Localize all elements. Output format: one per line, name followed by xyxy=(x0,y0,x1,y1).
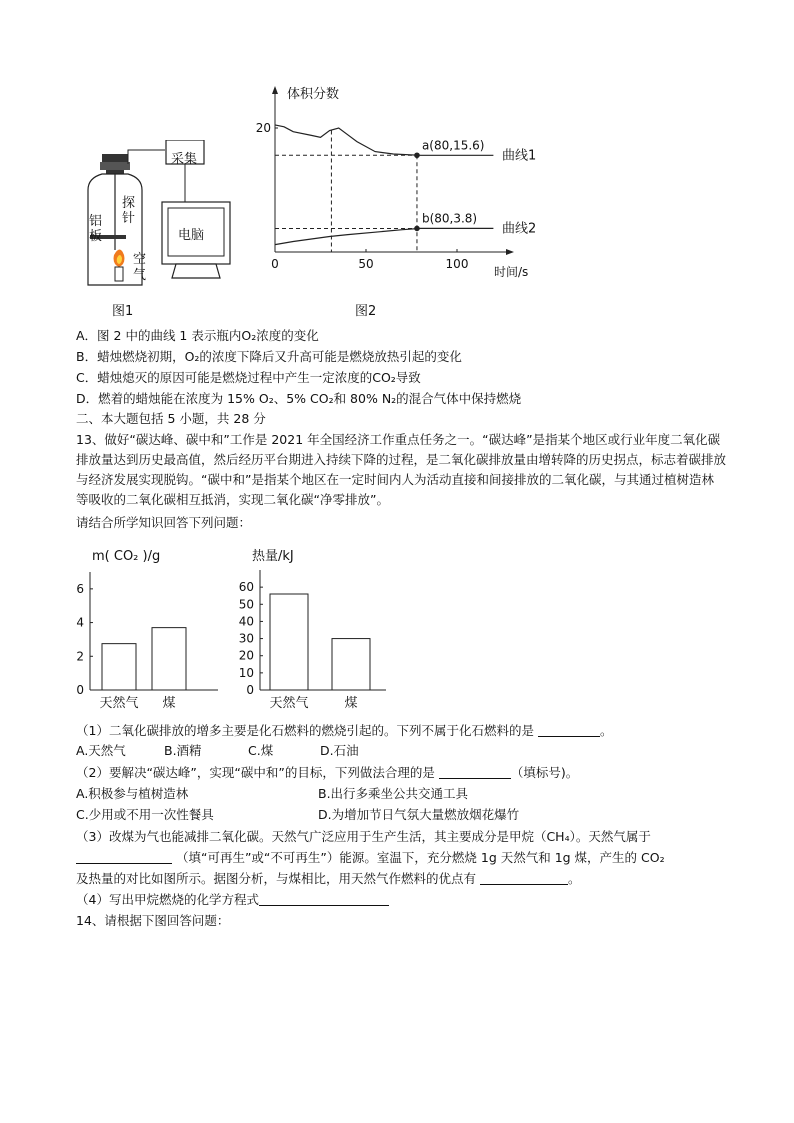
heat-category-label: 煤 xyxy=(344,696,358,711)
x-axis-arrow xyxy=(506,249,514,255)
q13-sub2-answer-blank[interactable] xyxy=(439,764,511,779)
co2-y-tick-label: 2 xyxy=(76,649,84,664)
q13-sub3-line2-text: （填“可再生”或“不可再生”）能源。室温下，充分燃烧 1g 天然气和 1g 煤，产生的 CO₂ xyxy=(175,850,665,865)
q13-sub3-line1: （3）改煤为气也能减排二氧化碳。天然气广泛应用于生产生活，其主要成分是甲烷（CH₄）。天然气属于 xyxy=(76,829,651,844)
co2-y-label: m( CO₂ )/g xyxy=(92,549,161,564)
y-axis-arrow xyxy=(272,86,278,94)
figure-1-caption: 图1 xyxy=(112,304,134,319)
q13-sub3-end: 。 xyxy=(568,871,581,886)
point-annotation-b: b(80,3.8) xyxy=(421,211,478,226)
q13-sub1-text: （1）二氧化碳排放的增多主要是化石燃料的燃烧引起的。下列不属于化石燃料的是 xyxy=(76,723,534,738)
q13-sub1-option-c: C.煤 xyxy=(248,743,274,758)
heat-y-label: 热量/kJ xyxy=(252,549,294,564)
co2-y-tick-label: 0 xyxy=(76,683,84,697)
air-label-2: 气 xyxy=(133,268,147,283)
heat-bar-chart xyxy=(230,542,400,712)
q13-sub3-line2 xyxy=(76,849,665,867)
q13-intro: 13、做好“碳达峰、碳中和”工作是 2021 年全国经济工作重点任务之一。“碳达峰”是指某个地区或行业年度二氧化碳排放量达到历史最高值，然后经历平台期进入持续下降的过程，是二氧化碳排放量由增转降的历史拐点，标志着碳排放与经济发展实现脱钩。“碳中和”是指某个地区在一定时间内人为活动直接和间接排放的二氧化碳，与其通过植树造林等吸收的二氧化碳相互抵消，实现二氧化碳“净零排放”。 xyxy=(76,432,727,507)
y-axis-label: 体积分数 xyxy=(287,87,340,102)
heat-y-tick-label: 0 xyxy=(246,683,254,697)
q13-sub1-end: 。 xyxy=(599,723,613,738)
annotated-point xyxy=(414,226,420,232)
plate-label: 铝板 xyxy=(89,214,103,244)
q13-sub4-text: （4）写出甲烷燃烧的化学方程式 xyxy=(76,892,259,907)
heat-bar xyxy=(270,594,308,690)
heat-y-tick-label: 20 xyxy=(238,648,254,663)
q13-sub3-line3 xyxy=(76,870,581,888)
series-label-2: 曲线2 xyxy=(502,221,537,237)
y-tick-label: 20 xyxy=(255,121,271,135)
co2-y-tick-label: 4 xyxy=(76,615,84,630)
point-annotation-a: a(80,15.6) xyxy=(421,138,485,153)
q13-instruction: 请结合所学知识回答下列问题： xyxy=(76,515,252,530)
q13-sub3-answer-blank-1[interactable] xyxy=(76,849,172,864)
heat-category-label: 天然气 xyxy=(269,696,309,711)
annotated-point xyxy=(414,152,420,158)
co2-bar xyxy=(152,628,186,690)
q13-sub2-end: （填标号)。 xyxy=(510,765,579,780)
heat-y-tick-label: 30 xyxy=(238,631,254,646)
q13-sub4 xyxy=(76,891,389,909)
x-tick-label: 50 xyxy=(358,257,374,271)
figure-2-chart xyxy=(250,80,550,290)
q13-sub2-option-b: B.出行多乘坐公共交通工具 xyxy=(318,786,469,801)
q12-option-c: C．蜡烛熄灭的原因可能是燃烧过程中产生一定浓度的CO₂导致 xyxy=(76,370,421,385)
q13-sub1-option-d: D.石油 xyxy=(320,743,359,758)
heat-y-tick-label: 40 xyxy=(238,614,254,629)
collector-label: 采集 xyxy=(171,152,198,167)
series-line-2 xyxy=(275,228,493,244)
section-2-heading: 二、本大题包括 5 小题，共 28 分 xyxy=(76,411,266,426)
computer-label: 电脑 xyxy=(178,228,205,243)
q13-sub1-option-a: A.天然气 xyxy=(76,743,126,758)
q13-sub2-text: （2）要解决“碳达峰”，实现“碳中和”的目标，下列做法合理的是 xyxy=(76,765,435,780)
x-tick-label: 100 xyxy=(445,257,469,271)
heat-y-tick-label: 50 xyxy=(238,597,254,612)
q13-sub4-answer-blank[interactable] xyxy=(259,891,389,906)
figure-2-caption: 图2 xyxy=(355,304,377,319)
q13-sub2 xyxy=(76,764,578,782)
probe-label: 探针 xyxy=(122,196,136,226)
x-tick-label: 0 xyxy=(271,257,279,271)
heat-y-tick-label: 60 xyxy=(238,580,254,595)
q13-sub1-answer-blank[interactable] xyxy=(538,722,600,737)
air-label-1: 空 xyxy=(133,252,147,267)
co2-bar-chart xyxy=(70,542,230,712)
q13-sub1-options xyxy=(76,742,359,760)
heat-y-tick-label: 10 xyxy=(238,665,254,680)
q12-option-a: A．图 2 中的曲线 1 表示瓶内O₂浓度的变化 xyxy=(76,328,319,343)
q12-option-b: B．蜡烛燃烧初期，O₂的浓度下降后又升高可能是燃烧放热引起的变化 xyxy=(76,349,462,364)
q12-option-d: D．燃着的蜡烛能在浓度为 15% O₂、5% CO₂和 80% N₂的混合气体中保持燃烧 xyxy=(76,391,522,406)
heat-bar xyxy=(332,639,370,690)
co2-bar xyxy=(102,644,136,690)
q13-sub3-answer-blank-2[interactable] xyxy=(480,870,568,885)
q13-sub1 xyxy=(76,722,612,740)
q14-heading: 14、请根据下图回答问题： xyxy=(76,913,230,928)
co2-category-label: 天然气 xyxy=(99,696,139,711)
series-label-1: 曲线1 xyxy=(502,148,537,164)
x-axis-label: 时间/s xyxy=(494,265,529,279)
co2-category-label: 煤 xyxy=(162,696,176,711)
q13-sub2-option-d: D.为增加节日气氛大量燃放烟花爆竹 xyxy=(318,807,520,822)
q13-sub2-option-a: A.积极参与植树造林 xyxy=(76,786,189,801)
q13-sub3-line3-text: 及热量的对比如图所示。据图分析，与煤相比，用天然气作燃料的优点有 xyxy=(76,871,477,886)
q13-sub1-option-b: B.酒精 xyxy=(164,743,202,758)
q13-sub2-option-c: C.少用或不用一次性餐具 xyxy=(76,807,214,822)
figure-1-apparatus xyxy=(80,140,240,320)
co2-y-tick-label: 6 xyxy=(76,581,84,596)
